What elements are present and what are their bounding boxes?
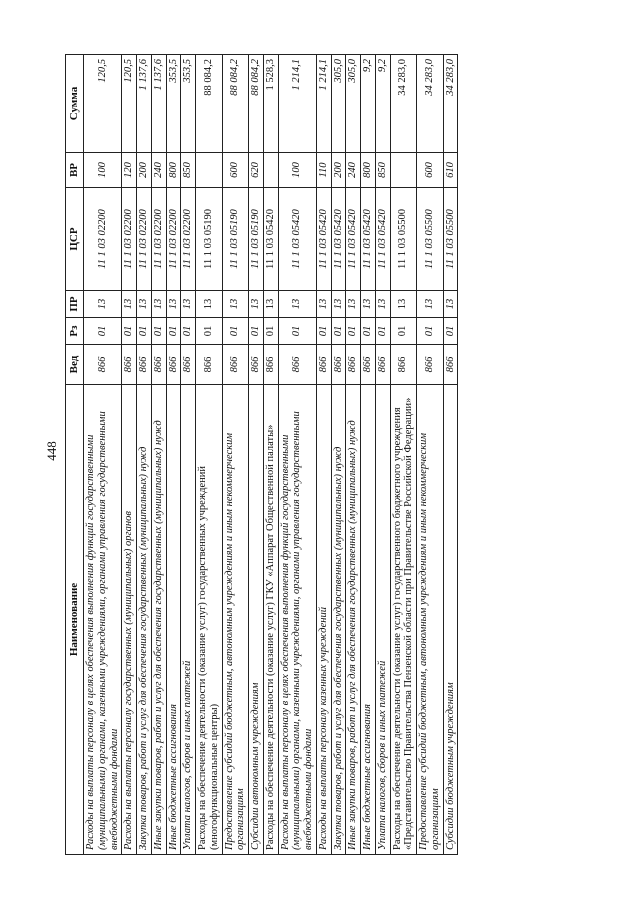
table-row	[390, 55, 417, 855]
cell-sum: 120,5	[84, 55, 122, 153]
cell-name: Расходы на обеспечение деятельности (оказание услуг) ГКУ «Аппарат Общественной палаты»	[263, 385, 278, 855]
table-row	[181, 55, 196, 855]
cell-ved: 866	[196, 345, 223, 385]
budget-table	[65, 54, 458, 855]
cell-vr	[196, 153, 223, 188]
cell-sum: 34 283,0	[443, 55, 458, 153]
cell-csr: 11 1 03 05500	[390, 188, 417, 291]
cell-name: Уплата налогов, сборов и иных платежей	[375, 385, 390, 855]
cell-vr: 120	[122, 153, 137, 188]
cell-ved: 866	[278, 345, 316, 385]
cell-csr: 11 1 03 05500	[417, 188, 444, 291]
cell-csr: 11 1 03 05420	[263, 188, 278, 291]
cell-name: Уплата налогов, сборов и иных платежей	[181, 385, 196, 855]
cell-csr: 11 1 03 02200	[137, 188, 152, 291]
cell-sum: 120,5	[122, 55, 137, 153]
cell-sum: 88 084,2	[249, 55, 264, 153]
cell-vr	[390, 153, 417, 188]
header-csr: ЦСР	[66, 188, 84, 291]
cell-pr: 13	[122, 291, 137, 318]
cell-sum: 1 214,1	[278, 55, 316, 153]
cell-csr: 11 1 03 05420	[375, 188, 390, 291]
cell-sum: 9,2	[361, 55, 376, 153]
cell-name: Предоставление субсидий бюджетным, автономным учреждениям и иным некоммерческим организациям	[417, 385, 444, 855]
table-row	[443, 55, 458, 855]
cell-sum: 305,0	[331, 55, 346, 153]
header-name: Наименование	[66, 385, 84, 855]
cell-pr: 13	[263, 291, 278, 318]
table-body	[84, 55, 458, 855]
cell-ved: 866	[84, 345, 122, 385]
cell-ved: 866	[375, 345, 390, 385]
cell-vr: 800	[166, 153, 181, 188]
cell-csr: 11 1 03 05190	[249, 188, 264, 291]
cell-vr: 240	[151, 153, 166, 188]
cell-vr: 100	[84, 153, 122, 188]
cell-rz: 01	[263, 318, 278, 345]
cell-pr: 13	[316, 291, 331, 318]
cell-pr: 13	[166, 291, 181, 318]
table-row	[196, 55, 223, 855]
cell-rz: 01	[137, 318, 152, 345]
cell-rz: 01	[222, 318, 249, 345]
cell-vr: 240	[346, 153, 361, 188]
cell-vr: 850	[375, 153, 390, 188]
table-row	[151, 55, 166, 855]
cell-vr: 800	[361, 153, 376, 188]
cell-ved: 866	[181, 345, 196, 385]
cell-csr: 11 1 03 02200	[84, 188, 122, 291]
cell-sum: 1 137,6	[151, 55, 166, 153]
cell-rz: 01	[84, 318, 122, 345]
cell-rz: 01	[331, 318, 346, 345]
cell-pr: 13	[331, 291, 346, 318]
cell-pr: 13	[249, 291, 264, 318]
cell-pr: 13	[151, 291, 166, 318]
cell-pr: 13	[181, 291, 196, 318]
cell-name: Расходы на обеспечение деятельности (оказание услуг) государственного бюджетного учреждения «Представительство Правительства Пензенской области при Правительстве Российской Федерации»	[390, 385, 417, 855]
cell-name: Иные бюджетные ассигнования	[361, 385, 376, 855]
page-number: 448	[43, 441, 59, 461]
cell-sum: 34 283,0	[390, 55, 417, 153]
cell-vr: 610	[443, 153, 458, 188]
cell-rz: 01	[166, 318, 181, 345]
table-row	[346, 55, 361, 855]
cell-rz: 01	[375, 318, 390, 345]
table-row	[249, 55, 264, 855]
cell-vr	[263, 153, 278, 188]
cell-vr: 200	[137, 153, 152, 188]
cell-pr: 13	[196, 291, 223, 318]
cell-vr: 200	[331, 153, 346, 188]
cell-csr: 11 1 03 05190	[222, 188, 249, 291]
cell-pr: 13	[222, 291, 249, 318]
cell-csr: 11 1 03 02200	[181, 188, 196, 291]
cell-ved: 866	[361, 345, 376, 385]
cell-name: Иные закупки товаров, работ и услуг для обеспечения государственных (муниципальных) нужд	[151, 385, 166, 855]
cell-ved: 866	[249, 345, 264, 385]
cell-rz: 01	[249, 318, 264, 345]
table-stage	[65, 55, 595, 855]
table-row	[263, 55, 278, 855]
cell-name: Расходы на выплаты персоналу казенных учреждений	[316, 385, 331, 855]
table-row	[222, 55, 249, 855]
cell-name: Расходы на выплаты персоналу в целях обеспечения выполнения функций государственными (муниципальными) органами, казенными учреждениями, органами управления государственными внебюджетными фондами	[84, 385, 122, 855]
cell-ved: 866	[151, 345, 166, 385]
cell-pr: 13	[361, 291, 376, 318]
cell-name: Закупка товаров, работ и услуг для обеспечения государственных (муниципальных) нужд	[137, 385, 152, 855]
cell-ved: 866	[417, 345, 444, 385]
cell-rz: 01	[443, 318, 458, 345]
table-row	[166, 55, 181, 855]
cell-ved: 866	[346, 345, 361, 385]
cell-vr: 600	[222, 153, 249, 188]
cell-ved: 866	[222, 345, 249, 385]
cell-vr: 850	[181, 153, 196, 188]
table-row	[375, 55, 390, 855]
cell-sum: 1 528,3	[263, 55, 278, 153]
cell-rz: 01	[316, 318, 331, 345]
cell-name: Иные закупки товаров, работ и услуг для обеспечения государственных (муниципальных) нужд	[346, 385, 361, 855]
cell-csr: 11 1 03 05500	[443, 188, 458, 291]
header-row	[66, 55, 84, 855]
cell-name: Иные бюджетные ассигнования	[166, 385, 181, 855]
cell-sum: 1 137,6	[137, 55, 152, 153]
cell-sum: 305,0	[346, 55, 361, 153]
cell-csr: 11 1 03 05420	[361, 188, 376, 291]
table-row	[137, 55, 152, 855]
cell-name: Расходы на выплаты персоналу в целях обеспечения выполнения функций государственными (муниципальными) органами, казенными учреждениями, органами управления государственными внебюджетными фондами	[278, 385, 316, 855]
header-rz: Рз	[66, 318, 84, 345]
cell-rz: 01	[196, 318, 223, 345]
cell-rz: 01	[390, 318, 417, 345]
cell-name: Расходы на обеспечение деятельности (оказание услуг) государственных учреждений (многофункциональные центры)	[196, 385, 223, 855]
cell-csr: 11 1 03 02200	[122, 188, 137, 291]
cell-ved: 866	[443, 345, 458, 385]
cell-vr: 620	[249, 153, 264, 188]
cell-csr: 11 1 03 05420	[346, 188, 361, 291]
cell-rz: 01	[278, 318, 316, 345]
cell-pr: 13	[278, 291, 316, 318]
cell-sum: 353,5	[181, 55, 196, 153]
header-ved: Вед	[66, 345, 84, 385]
table-row	[417, 55, 444, 855]
cell-pr: 13	[375, 291, 390, 318]
cell-rz: 01	[417, 318, 444, 345]
cell-ved: 866	[390, 345, 417, 385]
cell-csr: 11 1 03 05420	[316, 188, 331, 291]
table-row	[84, 55, 122, 855]
cell-sum: 88 084,2	[222, 55, 249, 153]
table-row	[316, 55, 331, 855]
cell-pr: 13	[443, 291, 458, 318]
cell-name: Субсидии бюджетным учреждениям	[443, 385, 458, 855]
cell-csr: 11 1 03 05420	[331, 188, 346, 291]
cell-rz: 01	[346, 318, 361, 345]
cell-ved: 866	[166, 345, 181, 385]
cell-csr: 11 1 03 02200	[151, 188, 166, 291]
cell-name: Субсидии автономным учреждениям	[249, 385, 264, 855]
header-pr: ПР	[66, 291, 84, 318]
table-row	[361, 55, 376, 855]
header-vr: ВР	[66, 153, 84, 188]
cell-sum: 88 084,2	[196, 55, 223, 153]
cell-name: Закупка товаров, работ и услуг для обеспечения государственных (муниципальных) нужд	[331, 385, 346, 855]
rotated-table-wrapper	[65, 55, 595, 855]
cell-ved: 866	[122, 345, 137, 385]
cell-pr: 13	[390, 291, 417, 318]
cell-csr: 11 1 03 05190	[196, 188, 223, 291]
cell-vr: 110	[316, 153, 331, 188]
cell-rz: 01	[122, 318, 137, 345]
header-sum: Сумма	[66, 55, 84, 153]
table-row	[278, 55, 316, 855]
cell-sum: 353,5	[166, 55, 181, 153]
table-row	[122, 55, 137, 855]
cell-name: Расходы на выплаты персоналу государственных (муниципальных) органов	[122, 385, 137, 855]
cell-rz: 01	[181, 318, 196, 345]
cell-sum: 1 214,1	[316, 55, 331, 153]
cell-rz: 01	[361, 318, 376, 345]
cell-csr: 11 1 03 02200	[166, 188, 181, 291]
cell-vr: 600	[417, 153, 444, 188]
cell-rz: 01	[151, 318, 166, 345]
cell-vr: 100	[278, 153, 316, 188]
cell-pr: 13	[417, 291, 444, 318]
cell-pr: 13	[346, 291, 361, 318]
cell-ved: 866	[316, 345, 331, 385]
cell-pr: 13	[84, 291, 122, 318]
cell-ved: 866	[331, 345, 346, 385]
cell-name: Предоставление субсидий бюджетным, автономным учреждениям и иным некоммерческим организациям	[222, 385, 249, 855]
cell-csr: 11 1 03 05420	[278, 188, 316, 291]
cell-pr: 13	[137, 291, 152, 318]
table-row	[331, 55, 346, 855]
cell-sum: 9,2	[375, 55, 390, 153]
cell-ved: 866	[137, 345, 152, 385]
cell-ved: 866	[263, 345, 278, 385]
cell-sum: 34 283,0	[417, 55, 444, 153]
